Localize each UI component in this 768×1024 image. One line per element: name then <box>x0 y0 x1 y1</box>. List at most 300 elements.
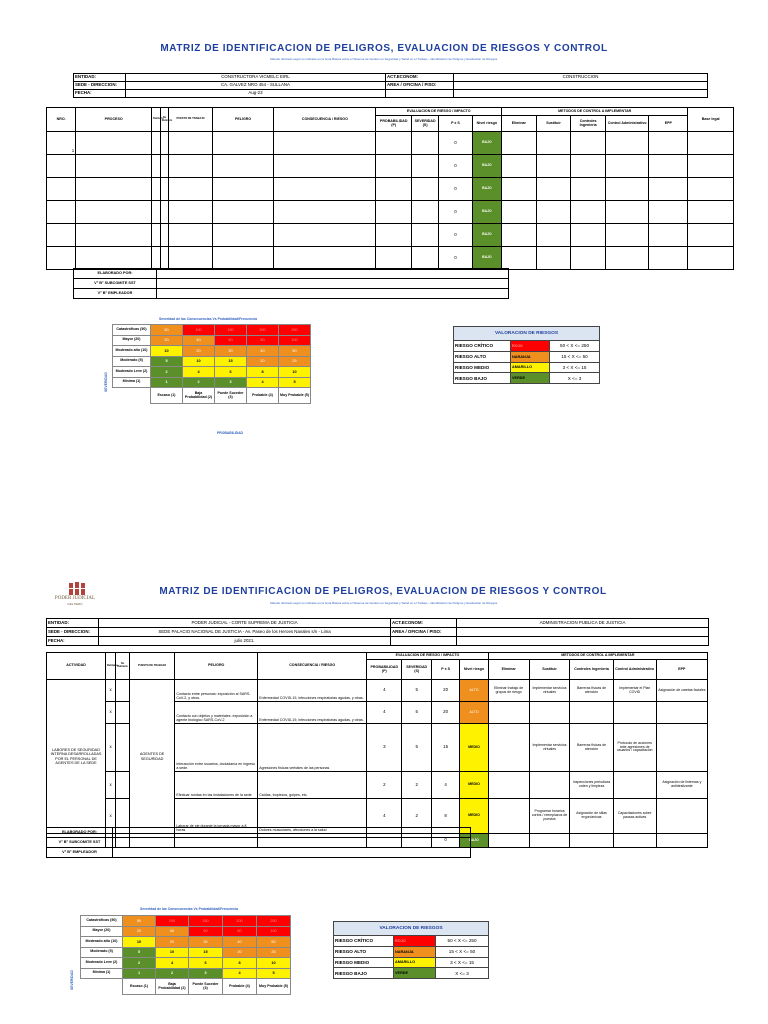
sustituir-cell: Programar horarios cortos / reemplazos de puestos <box>529 799 570 834</box>
matrix-cell: 20 <box>123 926 156 937</box>
h-nro: NRO. <box>47 108 76 132</box>
table-row <box>47 178 734 201</box>
elaborado-label: ELABORADO POR: <box>47 828 113 838</box>
administrativo-cell <box>613 834 656 848</box>
sede-value: SEDE PALACIO NACIONAL DE JUSTICIA - Av. Paseo de los Heroes Navales s/n - Lima <box>99 628 391 637</box>
valoracion2-table <box>333 921 489 979</box>
ingenieria-cell: Inspecciones periodicas orden y limpieza <box>570 772 613 799</box>
valoracion-row <box>334 968 489 979</box>
matrix-cell: 1 <box>151 377 183 388</box>
table-row <box>47 680 708 702</box>
administrativo-cell: Capacitaciones sobre pausas activas <box>613 799 656 834</box>
h-eliminar: Eliminar <box>502 116 537 132</box>
ingenieria-cell: Barreras físicas de atención <box>570 680 613 702</box>
matrix-cell: 10 <box>151 346 183 357</box>
subcomite-label: V° B° SUBCOMITE SST <box>74 279 157 289</box>
h-no-rutinario: No Rutinario <box>116 653 130 680</box>
rutinario-mark: x <box>106 799 116 834</box>
consecuencia-cell: Dolores musculares, afecciones a la salud <box>258 799 367 834</box>
actividad-cell: LABORES DE SEGURIDAD INTERNA DESARROLLADAS POR EL PERSONAL DE AGENTES DE LA SEDE <box>47 680 106 834</box>
risk-name: RIESGO CRÍTICO <box>334 936 394 947</box>
severity-label: Mínima (1) <box>113 377 151 388</box>
ingenieria-cell <box>570 834 613 848</box>
h-pxs: P x S <box>439 116 473 132</box>
matrix-cell: 8 <box>247 367 279 378</box>
severity-label: Moderado alto (10) <box>113 346 151 357</box>
table-row <box>47 201 734 224</box>
risk-name: RIESGO CRÍTICO <box>454 341 511 352</box>
no-rutinario-mark <box>116 772 130 799</box>
rutinario-mark: x <box>106 702 116 724</box>
matrix-cell: 100 <box>156 916 189 927</box>
risk-color: AMARILLO <box>394 957 436 968</box>
h-metodos: METODOS DE CONTROL A IMPLEMENTAR <box>488 653 707 660</box>
act-label: ACT.ECONOM: <box>386 74 454 82</box>
peligro-cell: Laborar de pie durante la jornada mayor a 8 horas <box>175 799 258 834</box>
sede-value: CA. GALVEZ NRO 454 - SULLANA <box>126 82 386 90</box>
probability-label: Probable (4) <box>247 388 279 404</box>
matrix-cell: 50 <box>123 916 156 927</box>
probability-label: Muy Probable (5) <box>279 388 311 404</box>
h-base-legal: Base legal <box>688 108 734 132</box>
row-pxs: 0 <box>439 247 473 270</box>
severidad-cell: 2 <box>402 799 432 834</box>
row-nivel: BAJO <box>472 178 501 201</box>
risk-range: X <= 3 <box>550 373 600 384</box>
severity-label: Moderado (5) <box>113 356 151 367</box>
risk-name: RIESGO BAJO <box>334 968 394 979</box>
matrix-cell: 15 <box>189 947 223 958</box>
severidad-cell: 5 <box>402 680 432 702</box>
matrix-cell: 40 <box>156 926 189 937</box>
pxs-cell: 0 <box>431 834 459 848</box>
matrix-cell: 10 <box>279 367 311 378</box>
entidad-label: ENTIDAD: <box>74 74 126 82</box>
row-pxs: 0 <box>439 132 473 155</box>
h-sustituir: Sustituir <box>529 660 570 680</box>
entidad-value: PODER JUDICIAL - CORTE SUPREMA DE JUSTICIA <box>99 619 391 628</box>
h-administrativo: Control Administrativo <box>605 116 648 132</box>
matrix-cell: 2 <box>123 958 156 969</box>
risk-name: RIESGO BAJO <box>454 373 511 384</box>
epp-cell <box>656 724 707 772</box>
peligro-cell: Interacción entre usuarios, ciudadanía en ingreso a sede. <box>175 724 258 772</box>
doc1-footer-table <box>73 268 509 299</box>
matrix-cell: 1 <box>123 968 156 979</box>
h-actividad: ACTIVIDAD <box>47 653 106 680</box>
matrix-cell: 5 <box>151 356 183 367</box>
matrix-row <box>113 367 311 378</box>
doc2-main-table <box>46 652 708 848</box>
valoracion-row <box>454 341 600 352</box>
matrix-cell: 40 <box>247 346 279 357</box>
row-nivel: BAJO <box>472 201 501 224</box>
matrix1-x-axis: PROBABILIDAD <box>217 431 243 435</box>
risk-color: NARANJA <box>394 946 436 957</box>
valoracion1-table <box>453 326 600 384</box>
matrix-cell: 10 <box>156 947 189 958</box>
h-probabilidad: PROBABILIDAD (P) <box>376 116 412 132</box>
matrix-cell: 100 <box>183 325 215 336</box>
probability-row <box>81 979 291 995</box>
epp-cell <box>656 799 707 834</box>
sede-label: SEDE - DIRECCION: <box>74 82 126 90</box>
risk-color: NARANJA <box>511 351 550 362</box>
matrix-row <box>113 356 311 367</box>
h-epp: EPP <box>656 660 707 680</box>
h-puesto: PUESTO DE TRABAJO <box>169 108 212 132</box>
administrativo-cell <box>613 772 656 799</box>
probabilidad-cell: 4 <box>367 702 402 724</box>
doc1-main-table <box>46 107 734 270</box>
matrix-cell: 4 <box>247 377 279 388</box>
consecuencia-cell: Agresiones físicas verbales de las personas <box>258 724 367 772</box>
probabilidad-cell: 3 <box>367 724 402 772</box>
matrix-cell: 10 <box>257 958 291 969</box>
probability-label: Baja Probabilidad (2) <box>156 979 189 995</box>
matrix-cell: 60 <box>189 926 223 937</box>
h-sustituir: Sustituir <box>536 116 571 132</box>
epp-cell <box>656 834 707 848</box>
rutinario-mark: x <box>106 772 116 799</box>
consecuencia-cell: Enfermedad COVID-19, infecciones respiratorias agudas, y otras. <box>258 680 367 702</box>
h-metodos: METODOS DE CONTROL A IMPLEMENTAR <box>502 108 688 116</box>
severidad-cell: 2 <box>402 772 432 799</box>
row-nivel: BAJO <box>472 132 501 155</box>
nivel-cell: ALTO <box>460 702 488 724</box>
h-nivel: Nivel riesgo <box>472 116 501 132</box>
nivel-cell: BAJO <box>460 834 488 848</box>
area-label: AREA / OFICINA / PISO: <box>386 82 454 90</box>
risk-name: RIESGO MEDIO <box>334 957 394 968</box>
empleador-label: V° B° EMPLEADOR <box>74 289 157 299</box>
act-value: ADMINISTRACION PUBLICA DE JUSTICIA <box>457 619 709 628</box>
h-nivel: Nivel riesgo <box>460 660 488 680</box>
doc2-footer-table <box>46 827 471 858</box>
matrix-cell: 3 <box>215 377 247 388</box>
entidad-value: CONSTRUCTORA VICMELC EIRL <box>126 74 386 82</box>
matrix-cell: 10 <box>123 937 156 948</box>
probabilidad-cell: 2 <box>367 772 402 799</box>
administrativo-cell <box>613 702 656 724</box>
matrix-cell: 25 <box>279 356 311 367</box>
puesto-cell: AGENTES DE SEGURIDAD <box>129 680 174 834</box>
pxs-cell: 8 <box>431 799 459 834</box>
probability-label: Muy Probable (5) <box>257 979 291 995</box>
matrix-row <box>113 325 311 336</box>
doc1-title: MATRIZ DE IDENTIFICACION DE PELIGROS, EVALUACION DE RIESGOS Y CONTROL <box>160 43 608 54</box>
risk-range: 3 < X <= 15 <box>436 957 489 968</box>
h-puesto: PUESTO DE TRABAJO <box>129 653 174 680</box>
matrix-cell: 50 <box>151 325 183 336</box>
matrix-cell: 5 <box>257 968 291 979</box>
eliminar-cell <box>488 702 529 724</box>
matrix-cell: 4 <box>183 367 215 378</box>
risk-name: RIESGO MEDIO <box>454 362 511 373</box>
peligro-cell: Efectuar rondas en las instalaciones de la sede <box>175 772 258 799</box>
valoracion1-title: VALORACION DE RIESGOS <box>454 327 600 341</box>
matrix-cell: 150 <box>215 325 247 336</box>
sustituir-cell <box>529 834 570 848</box>
matrix-cell: 250 <box>257 916 291 927</box>
table-row <box>47 224 734 247</box>
probability-label: Escaso (1) <box>151 388 183 404</box>
sustituir-cell: Implementar servicios virtuales <box>529 724 570 772</box>
nivel-cell: MEDIO <box>460 724 488 772</box>
eliminar-cell <box>488 834 529 848</box>
probability-label: Puede Suceder (3) <box>189 979 223 995</box>
row-pxs: 0 <box>439 201 473 224</box>
matrix-cell: 25 <box>257 947 291 958</box>
matrix-cell: 6 <box>215 367 247 378</box>
severity-label: Moderado Leve (2) <box>81 958 123 969</box>
rutinario-mark: x <box>106 680 116 702</box>
risk-color: ROJO <box>511 341 550 352</box>
severidad-cell: 5 <box>402 702 432 724</box>
table-row <box>47 132 734 155</box>
doc2-title: MATRIZ DE IDENTIFICACION DE PELIGROS, EVALUACION DE RIESGOS Y CONTROL <box>159 586 607 597</box>
matrix-cell: 20 <box>156 937 189 948</box>
matrix2-y-axis: SEVERIDAD <box>70 970 74 990</box>
h-consecuencia: CONSECUENCIA / RIESGO <box>258 653 367 680</box>
matrix-cell: 40 <box>223 937 257 948</box>
h-evaluacion: EVALUACION DE RIESGO / IMPACTO <box>367 653 489 660</box>
row-pxs: 0 <box>439 178 473 201</box>
act-label: ACT.ECONOM: <box>391 619 457 628</box>
probability-label: Escaso (1) <box>123 979 156 995</box>
risk-name: RIESGO ALTO <box>334 946 394 957</box>
consecuencia-cell: Enfermedad COVID-19, infecciones respiratorias agudas, y otras. <box>258 702 367 724</box>
matrix2-title: Severidad de las Consecuencias Vs Probabilidad/Frecuencia <box>140 907 238 911</box>
risk-name: RIESGO ALTO <box>454 351 511 362</box>
nivel-cell: MEDIO <box>460 772 488 799</box>
h-peligro: PELIGRO <box>175 653 258 680</box>
probabilidad-cell: 4 <box>367 680 402 702</box>
severity-label: Mayor (20) <box>113 335 151 346</box>
eliminar-cell: Eliminar trabajo de grupos de riesgo <box>488 680 529 702</box>
matrix-cell: 60 <box>215 335 247 346</box>
h-proceso: PROCESO <box>76 108 152 132</box>
h-pxs: P x S <box>431 660 459 680</box>
matrix-cell: 5 <box>279 377 311 388</box>
row-pxs: 0 <box>439 155 473 178</box>
valoracion-row <box>334 946 489 957</box>
risk-color: VERDE <box>511 373 550 384</box>
matrix-row <box>113 377 311 388</box>
no-rutinario-mark <box>116 702 130 724</box>
logo-subtext: DEL PERÚ <box>67 602 83 606</box>
matrix1-table <box>112 324 311 404</box>
matrix-cell: 3 <box>189 968 223 979</box>
matrix-cell: 20 <box>223 947 257 958</box>
pxs-cell: 20 <box>431 702 459 724</box>
h-peligro: PELIGRO <box>212 108 274 132</box>
pxs-cell: 4 <box>431 772 459 799</box>
matrix-cell: 80 <box>247 335 279 346</box>
matrix-row <box>113 346 311 357</box>
sede-label: SEDE - DIRECCION: <box>47 628 99 637</box>
nivel-cell: ALTO <box>460 680 488 702</box>
matrix-cell: 4 <box>223 968 257 979</box>
no-rutinario-mark <box>116 724 130 772</box>
matrix-cell: 100 <box>279 335 311 346</box>
sustituir-cell: Implementar servicios virtuales <box>529 680 570 702</box>
matrix-cell: 2 <box>156 968 189 979</box>
matrix-cell: 150 <box>189 916 223 927</box>
row-nivel: BAJO <box>472 155 501 178</box>
logo-text: PODER JUDICIAL <box>54 596 96 601</box>
matrix-cell: 30 <box>215 346 247 357</box>
h-epp: EPP <box>649 116 688 132</box>
severity-label: Catastróficas (50) <box>113 325 151 336</box>
h-no-rutinario: No Rutinario <box>160 108 169 132</box>
severity-label: Moderado alto (10) <box>81 937 123 948</box>
matrix-cell: 10 <box>183 356 215 367</box>
matrix-cell: 30 <box>189 937 223 948</box>
matrix2-table <box>80 915 291 995</box>
act-value: CONSTRUCCION <box>454 74 708 82</box>
doc1-info-table <box>73 73 708 98</box>
row-pxs: 0 <box>439 224 473 247</box>
fecha-label: FECHA: <box>74 90 126 98</box>
matrix1-title: Severidad de las Consecuencias Vs Probabilidad/Frecuencia <box>159 317 257 321</box>
epp-cell: Asignación de caretas faciales <box>656 680 707 702</box>
administrativo-cell: Implementar el Plan COVID <box>613 680 656 702</box>
probability-label: Baja Probabilidad (2) <box>183 388 215 404</box>
matrix-cell: 100 <box>257 926 291 937</box>
matrix-cell: 20 <box>247 356 279 367</box>
ingenieria-cell: Asignación de sillas ergonómicas <box>570 799 613 834</box>
valoracion-row <box>334 957 489 968</box>
fecha-value: Aug-23 <box>126 90 386 98</box>
matrix-row <box>81 937 291 948</box>
table-row <box>47 247 734 270</box>
area-label: AREA / OFICINA / PISO: <box>391 628 457 637</box>
entidad-label: ENTIDAD: <box>47 619 99 628</box>
eliminar-cell <box>488 724 529 772</box>
risk-range: 3 < X <= 15 <box>550 362 600 373</box>
matrix-cell: 50 <box>257 937 291 948</box>
risk-color: AMARILLO <box>511 362 550 373</box>
row-nivel: BAJO <box>472 224 501 247</box>
eliminar-cell <box>488 799 529 834</box>
h-consecuencia: CONSECUENCIA / RIESGO <box>274 108 376 132</box>
severity-label: Catastróficas (50) <box>81 916 123 927</box>
fecha-label: FECHA: <box>47 637 99 646</box>
elaborado-label: ELABORADO POR: <box>74 269 157 279</box>
risk-range: 15 < X <= 50 <box>436 946 489 957</box>
eliminar-cell <box>488 772 529 799</box>
rutinario-mark: x <box>106 724 116 772</box>
valoracion-row <box>454 373 600 384</box>
probabilidad-cell: 4 <box>367 799 402 834</box>
valoracion-row <box>334 936 489 947</box>
probability-label: Probable (4) <box>223 979 257 995</box>
severity-label: Mínima (1) <box>81 968 123 979</box>
pxs-cell: 20 <box>431 680 459 702</box>
h-rutinario: Rutinario <box>152 108 161 132</box>
peligro-cell: Contacto con objetos y materiales: exposición a agente biológico SARS-CoV-2 <box>175 702 258 724</box>
matrix-row <box>113 335 311 346</box>
h-severidad: SEVERIDAD (S) <box>412 116 439 132</box>
matrix-cell: 6 <box>189 958 223 969</box>
h-rutinario: Rutinario <box>106 653 116 680</box>
nivel-cell: MEDIO <box>460 799 488 834</box>
consecuencia-cell: Caídas, tropiezos, golpes, etc. <box>258 772 367 799</box>
h-administrativo: Control Administrativo <box>613 660 656 680</box>
risk-range: 50 < X <= 250 <box>436 936 489 947</box>
doc2-subtitle: Método derivado según lo indicado en la Guía Básica sobre el Sistema de Gestión en Seguridad y Salud en el Trabajo - Identificación de Peligros y Evaluación de Riesgos. <box>270 601 498 605</box>
matrix-row <box>81 947 291 958</box>
matrix-cell: 40 <box>183 335 215 346</box>
h-ingenieria: Controles Ingeniería <box>571 116 606 132</box>
empleador-label: V° B° EMPLEADOR <box>47 848 113 858</box>
no-rutinario-mark <box>116 680 130 702</box>
peligro-cell: Contacto entre personas: exposición al SARS-CoV-2, y otros. <box>175 680 258 702</box>
pxs-cell: 15 <box>431 724 459 772</box>
risk-color: ROJO <box>394 936 436 947</box>
valoracion-row <box>454 351 600 362</box>
valoracion-row <box>454 362 600 373</box>
matrix-row <box>81 926 291 937</box>
ingenieria-cell: Barreras físicas de atención <box>570 724 613 772</box>
matrix-cell: 5 <box>123 947 156 958</box>
row-nivel: BAJO <box>472 247 501 270</box>
matrix-cell: 4 <box>156 958 189 969</box>
probability-label: Puede Suceder (3) <box>215 388 247 404</box>
h-probabilidad: PROBABILIDAD (P) <box>367 660 402 680</box>
h-eliminar: Eliminar <box>488 660 529 680</box>
matrix-cell: 200 <box>247 325 279 336</box>
matrix-cell: 2 <box>151 367 183 378</box>
epp-cell <box>656 702 707 724</box>
matrix-cell: 50 <box>279 346 311 357</box>
risk-range: 50 < X <= 250 <box>550 341 600 352</box>
matrix-row <box>81 916 291 927</box>
severity-label: Mayor (20) <box>81 926 123 937</box>
matrix-cell: 20 <box>183 346 215 357</box>
h-evaluacion: EVALUACION DE RIESGO / IMPACTO <box>376 108 502 116</box>
h-ingenieria: Controles Ingeniería <box>570 660 613 680</box>
risk-range: 15 < X <= 50 <box>550 351 600 362</box>
epp-cell: Asignación de linternas y antideslizante <box>656 772 707 799</box>
doc2-info-table <box>46 618 709 646</box>
matrix1-y-axis: SEVERIDAD <box>104 372 108 392</box>
severity-label: Moderado Leve (2) <box>113 367 151 378</box>
sustituir-cell <box>529 772 570 799</box>
matrix-cell: 15 <box>215 356 247 367</box>
h-severidad: SEVERIDAD (S) <box>402 660 432 680</box>
matrix-cell: 200 <box>223 916 257 927</box>
probability-row <box>113 388 311 404</box>
table-row <box>47 155 734 178</box>
ingenieria-cell <box>570 702 613 724</box>
matrix-cell: 8 <box>223 958 257 969</box>
matrix-cell: 2 <box>183 377 215 388</box>
matrix-cell: 80 <box>223 926 257 937</box>
valoracion2-title: VALORACION DE RIESGOS <box>334 922 489 936</box>
doc1-subtitle: Método derivado según lo indicado en la Guía Básica sobre el Sistema de Gestión en Seguridad y Salud en el Trabajo - Identificación de Peligros y Evaluación de Riesgos. <box>270 57 498 61</box>
severidad-cell: 5 <box>402 724 432 772</box>
subcomite-label: V° B° SUBCOMITE SST <box>47 838 113 848</box>
matrix-cell: 250 <box>279 325 311 336</box>
row-nro: 1 <box>47 132 76 155</box>
matrix-row <box>81 968 291 979</box>
sustituir-cell <box>529 702 570 724</box>
risk-range: X <= 3 <box>436 968 489 979</box>
administrativo-cell: Protocolo de acciones ante agresiones de usuarios / capacitación <box>613 724 656 772</box>
matrix-cell: 20 <box>151 335 183 346</box>
